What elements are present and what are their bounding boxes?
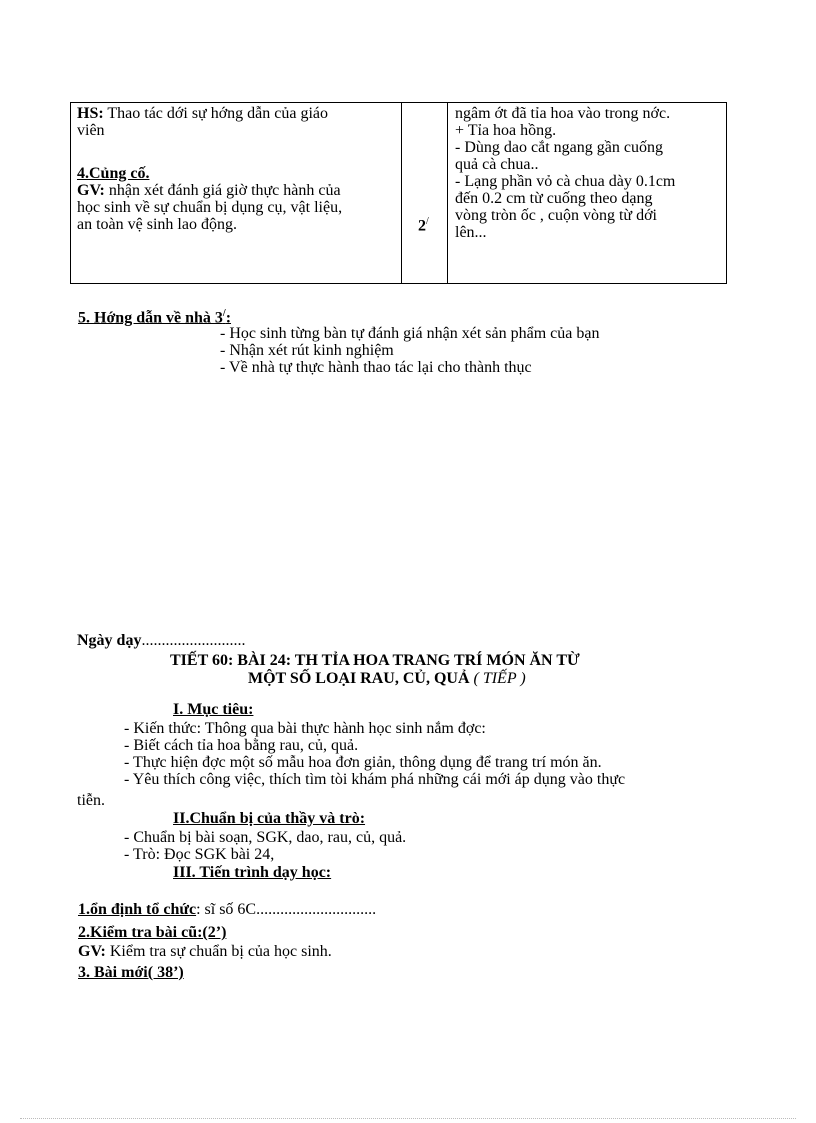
step2-heading: 2.Kiểm tra bài cũ:(2’) [78, 924, 227, 941]
objectives-list [124, 720, 625, 788]
hs-label: HS: [77, 105, 104, 122]
gv-label: GV: [77, 182, 105, 199]
lesson-title-1: TIẾT 60: BÀI 24: TH TỈA HOA TRANG TRÍ MÓN ĂN TỪ [170, 652, 580, 669]
left-cell [77, 105, 397, 233]
section-title-consolidation: 4.Củng cố. [77, 165, 150, 182]
right-line: quả cà chua.. [455, 156, 539, 173]
objectives-heading: I. Mục tiêu: [173, 701, 254, 718]
gv-text-3: an toàn vệ sinh lao động. [77, 216, 237, 233]
gv-text-2: học sinh về sự chuẩn bị dụng cụ, vật liệu, [77, 199, 343, 216]
objective-item: - Thực hiện đợc một số mẫu hoa đơn giản, thông dụng để trang trí món ăn. [124, 754, 602, 771]
right-line: - Lạng phần vỏ cà chua dày 0.1cm [455, 173, 676, 190]
time-value: 2/ [418, 216, 429, 235]
page-bottom-divider [20, 1118, 796, 1119]
right-line: ngâm ớt đã tỉa hoa vào trong nớc. [455, 105, 671, 122]
prep-item: - Trò: Đọc SGK bài 24, [124, 846, 275, 863]
homework-list [220, 325, 599, 376]
hs-text: Thao tác dới sự hớng dẫn của giáo [103, 105, 329, 122]
activity-table [70, 102, 727, 284]
homework-title: 5. Hớng dẫn về nhà 3/: [78, 308, 232, 327]
step1-line: 1.ổn định tổ chức: sĩ số 6C.............................. [78, 901, 377, 918]
date-line: Ngày dạy.......................... [77, 632, 246, 649]
prep-heading: II.Chuẩn bị của thầy và trò: [173, 810, 366, 827]
process-heading: III. Tiến trình dạy học: [173, 864, 332, 881]
homework-item: - Học sinh từng bàn tự đánh giá nhận xét sản phẩm của bạn [220, 325, 600, 342]
homework-item: - Về nhà tự thực hành thao tác lại cho thành thục [220, 359, 532, 376]
gv-text: nhận xét đánh giá giờ thực hành của [104, 182, 341, 199]
right-line: đến 0.2 cm từ cuống theo dạng [455, 190, 653, 207]
prep-item: - Chuẩn bị bài soạn, SGK, dao, rau, củ, quả. [124, 829, 407, 846]
hs-text-cont: viên [77, 122, 105, 139]
step2-gv-line: GV: Kiểm tra sự chuẩn bị của học sinh. [78, 943, 332, 960]
right-line: + Tỉa hoa hồng. [455, 122, 557, 139]
right-line: - Dùng dao cắt ngang gần cuống [455, 139, 663, 156]
right-cell [455, 105, 725, 241]
step3-heading: 3. Bài mới( 38’) [78, 964, 184, 981]
objective-item: - Biết cách tỉa hoa bằng rau, củ, quả. [124, 737, 359, 754]
right-line: lên... [455, 224, 487, 241]
prep-list [124, 829, 406, 863]
right-line: vòng tròn ốc , cuộn vòng từ dới [455, 207, 657, 224]
homework-item: - Nhận xét rút kinh nghiệm [220, 342, 394, 359]
column-divider-2 [447, 103, 448, 283]
objective-wrap: tiễn. [77, 792, 105, 809]
column-divider-1 [401, 103, 402, 283]
objective-item: - Kiến thức: Thông qua bài thực hành học sinh nắm đợc: [124, 720, 486, 737]
lesson-title-2: MỘT SỐ LOẠI RAU, CỦ, QUẢ ( TIẾP ) [248, 670, 526, 687]
objective-item: - Yêu thích công việc, thích tìm tòi khám phá những cái mới áp dụng vào thực [124, 771, 626, 788]
